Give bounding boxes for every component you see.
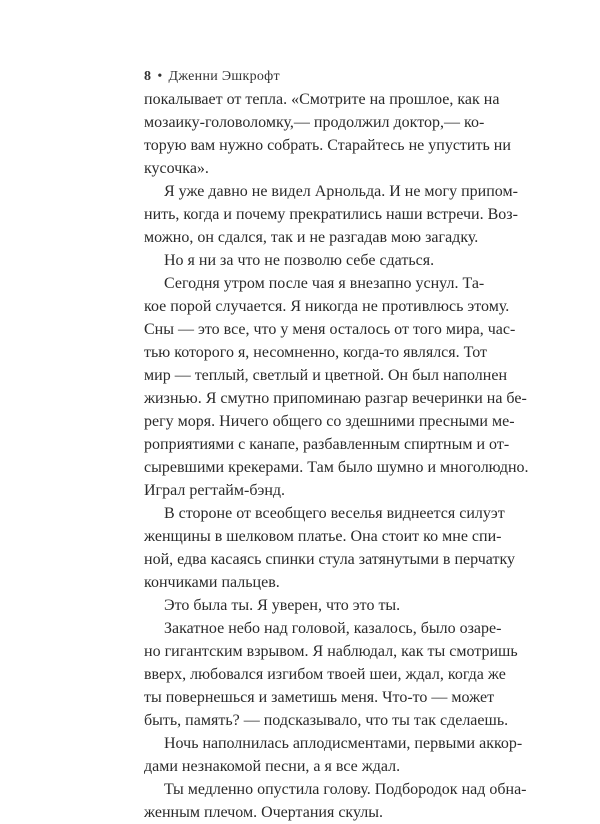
header-separator: • [157, 69, 163, 84]
text-line: торую вам нужно собрать. Старайтесь не упустить ни [144, 137, 511, 154]
text-line: Играл регтайм-бэнд. [144, 482, 286, 499]
text-line: нить, когда и почему прекратились наши встречи. Воз- [144, 206, 518, 223]
text-line: Ночь наполнилась аплодисментами, первыми аккор- [164, 735, 523, 752]
text-line: покалывает от тепла. «Смотрите на прошлое, как на [144, 91, 500, 108]
text-line: мозаику-головоломку,— продолжил доктор,— ко- [144, 114, 485, 131]
text-line: тью которого я, несомненно, когда-то являлся. Тот [144, 344, 487, 361]
text-line: кусочка». [144, 160, 209, 177]
text-line: Я уже давно не видел Арнольда. И не могу припом- [164, 183, 518, 200]
text-line: но гигантским взрывом. Я наблюдал, как ты смотришь [144, 643, 518, 660]
text-line: Это была ты. Я уверен, что это ты. [164, 597, 401, 614]
running-header [144, 69, 280, 85]
text-line: дами незнакомой песни, а я все ждал. [144, 758, 401, 775]
text-line: жизнью. Я смутно припоминаю разгар вечеринки на бе- [144, 390, 527, 407]
text-line: женщины в шелковом платье. Она стоит ко мне спи- [144, 528, 502, 545]
text-line: мир — теплый, светлый и цветной. Он был наполнен [144, 367, 508, 384]
text-line: быть, память? — подсказывало, что ты так сделаешь. [144, 712, 509, 729]
text-line: сыревшими крекерами. Там было шумно и многолюдно. [144, 459, 529, 476]
text-line: В стороне от всеобщего веселья виднеется силуэт [164, 505, 505, 522]
text-line: Сегодня утром после чая я внезапно уснул. Та- [164, 275, 485, 292]
author-name: Дженни Эшкрофт [168, 69, 280, 84]
text-line: Ты медленно опустила голову. Подбородок над обна- [164, 781, 527, 798]
text-line: женным плечом. Очертания скулы. [144, 804, 384, 821]
body-text [144, 88, 529, 824]
text-line: можно, он сдался, так и не разгадав мою загадку. [144, 229, 479, 246]
text-line: кончиками пальцев. [144, 574, 280, 591]
text-line: роприятиями с канапе, разбавленным спиртным и от- [144, 436, 510, 453]
text-line: Но я ни за что не позволю себе сдаться. [164, 252, 435, 269]
text-line: Сны — это все, что у меня осталось от того мира, час- [144, 321, 516, 338]
text-line: кое порой случается. Я никогда не противлюсь этому. [144, 298, 510, 315]
page-number: 8 [144, 69, 152, 84]
text-line: вверх, любовался изгибом твоей шеи, ждал, когда же [144, 666, 506, 683]
text-line: ной, едва касаясь спинки стула затянутыми в перчатку [144, 551, 516, 568]
text-line: Закатное небо над головой, казалось, было озаре- [164, 620, 502, 637]
text-line: ты повернешься и заметишь меня. Что-то — может [144, 689, 495, 706]
text-line: регу моря. Ничего общего со здешними пресными ме- [144, 413, 515, 430]
